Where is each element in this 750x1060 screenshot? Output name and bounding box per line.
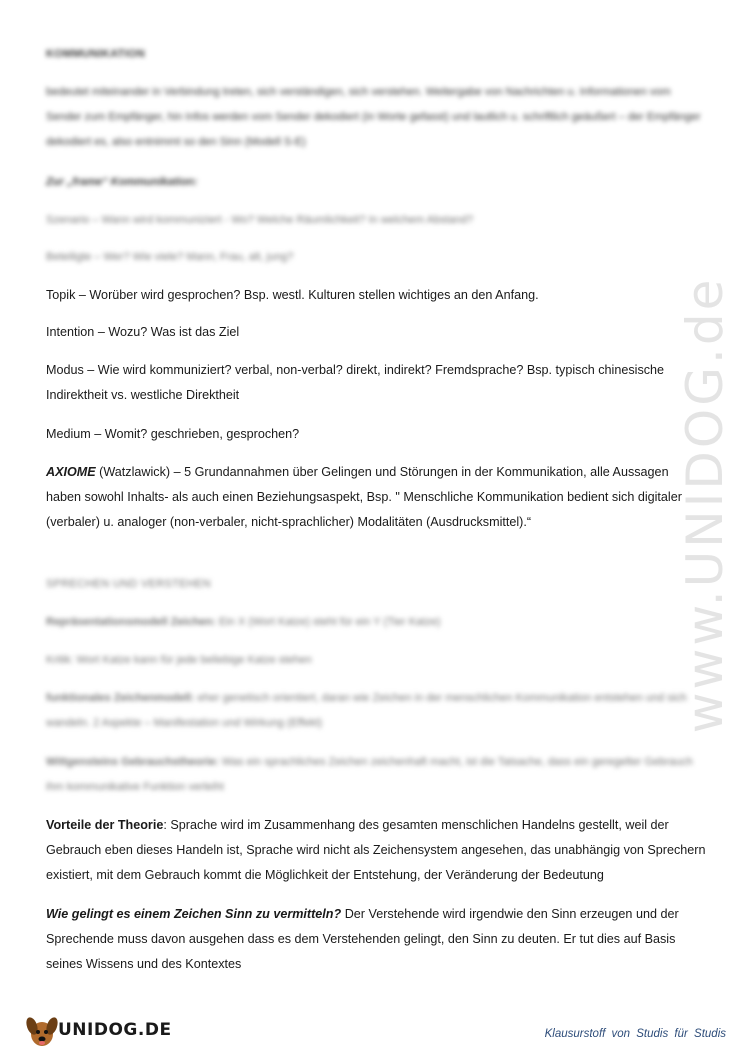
zeichen-sinn-term: Wie gelingt es einem Zeichen Sinn zu vermitteln?: [46, 907, 342, 921]
axiome-paragraph: [46, 460, 706, 535]
topik-line: Topik – Worüber wird gesprochen? Bsp. westl. Kulturen stellen wichtiges an den Anfang.: [46, 288, 539, 302]
kommunikation-definition: bedeutet miteinander in Verbindung treten, sich verständigen, sich verstehen. Weitergabe von Nachrichten u. Informationen vom Sender zum Empfänger, hin Infos werden vom Sender dekodiert (in Worte gefasst) und lautlich u. schriftlich geäußert – der Empfänger dekodiert es, also entnimmt so den Sinn (Modell S-E): [46, 86, 701, 148]
funktionales-paragraph: funktionales Zeichenmodell: eher genetisch orientiert, daran wie Zeichen in der menschlichen Kommunikation entstehen und sich wandeln. 2 Aspekte – Manifestation und Wirkung (Effekt): [46, 692, 687, 729]
dog-icon: [24, 1010, 60, 1050]
unidog-logo: [24, 1010, 184, 1050]
szenario-line: Szenario – Wann wird kommuniziert - Wo? Welche Räumlichkeit? In welchem Abstand?: [46, 214, 474, 226]
logo-text: UNIDOG.DE: [58, 1020, 172, 1040]
kritik-line: Kritik: Wort Katze kann für jede beliebige Katze stehen: [46, 654, 312, 666]
axiome-text: (Watzlawick) – 5 Grundannahmen über Gelingen und Störungen in der Kommunikation, alle Aussagen haben sowohl Inhalts- als auch einen Beziehungsaspekt, Bsp. " Menschliche Kommunikation bedient sich digitaler (verbaler) u. analoger (non-verbaler, nicht-sprachlicher) Modalitäten (Ausdrucksmittel).“: [46, 465, 682, 529]
axiome-term: AXIOME: [46, 465, 96, 479]
watermark-text: www.UNIDOG.de: [676, 276, 734, 734]
medium-line: Medium – Womit? geschrieben, gesprochen?: [46, 427, 300, 441]
wittgenstein-paragraph: Wittgensteins Gebrauchstheorie: Was ein sprachliches Zeichen zeichenhaft macht, ist die Tatsache, dass ein geregelter Gebrauch ihm kommunikative Funktion verleiht: [46, 756, 693, 793]
modus-paragraph: Modus – Wie wird kommuniziert? verbal, non-verbal? direkt, indirekt? Fremdsprache? Bsp. typisch chinesische Indirektheit vs. westliche Direktheit: [46, 363, 665, 402]
vorteile-text: : Sprache wird im Zusammenhang des gesamten menschlichen Handelns gestellt, weil der Gebrauch eben dieses Handeln ist, Sprache wird nicht als Zeichensystem angesehen, das unabhängig von Sprechern existiert, mit dem Gebrauch kommt die Möglichkeit der Entstehung, der Veränderung der Bedeutung: [46, 818, 706, 882]
sprechen-heading: SPRECHEN UND VERSTEHEN: [46, 578, 211, 590]
vorteile-paragraph: [46, 813, 706, 888]
zeichen-sinn-text: Der Verstehende wird irgendwie den Sinn erzeugen und der Sprechende muss davon ausgehen dass es dem Verstehenden gelingt, den Sinn zu deuten. Er tut dies auf Basis seines Wissens und des Kontextes: [46, 907, 679, 971]
frame-heading: Zur „frame“ Kommunikation:: [46, 176, 198, 188]
intention-line: Intention – Wozu? Was ist das Ziel: [46, 325, 240, 339]
kommunikation-heading: KOMMUNIKATION: [46, 48, 146, 60]
repraesentationsmodell-line: Repräsentationsmodell Zeichen: Ein X (Wort Katze) steht für ein Y (Tier Katze): [46, 616, 441, 628]
vorteile-term: Vorteile der Theorie: [46, 818, 164, 832]
footer-tagline: Klausurstoff von Studis für Studis: [544, 1028, 726, 1040]
beteiligte-line: Beteiligte – Wer? Wie viele? Mann, Frau, alt, jung?: [46, 251, 294, 263]
zeichen-sinn-paragraph: [46, 902, 706, 977]
